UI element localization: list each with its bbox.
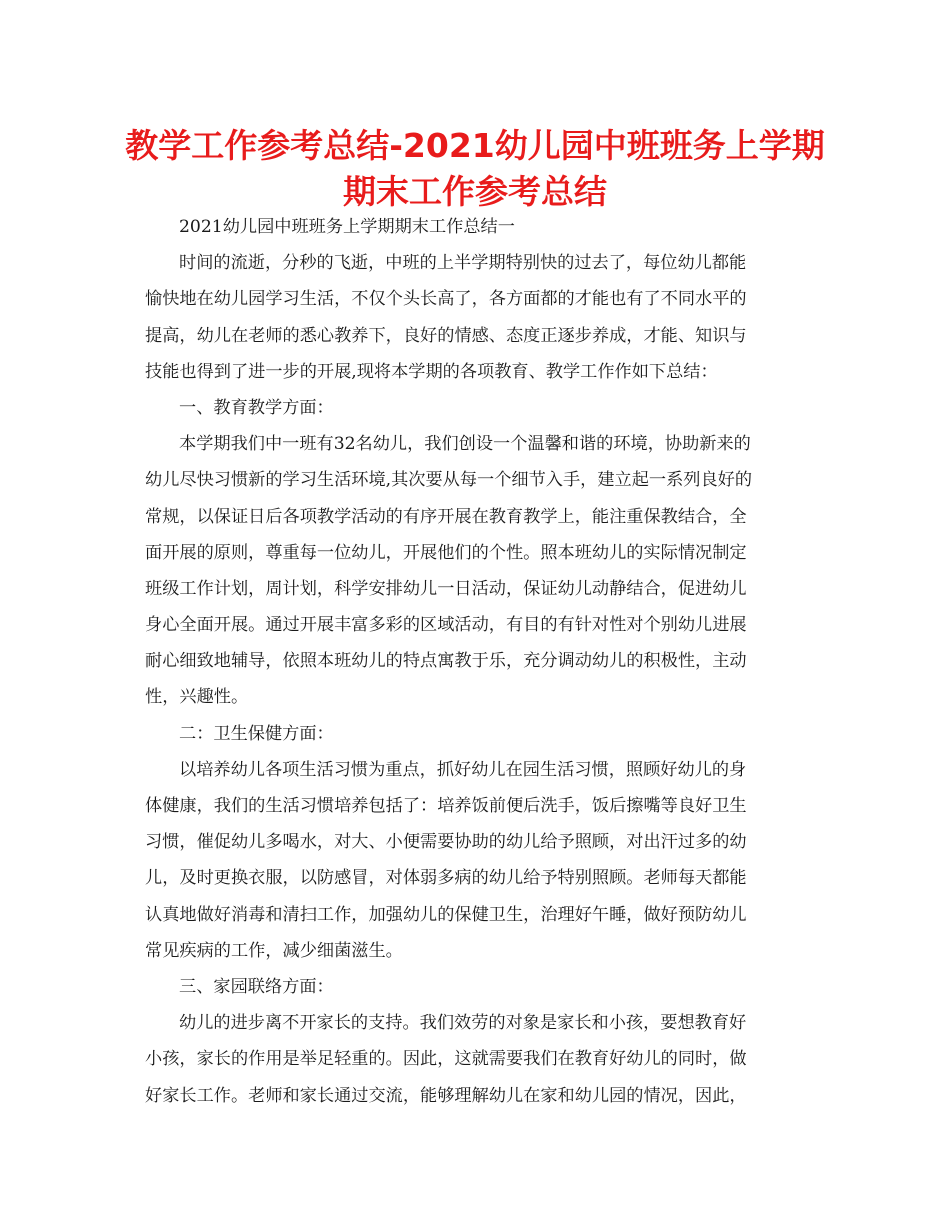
document-title-line-2: 期末工作参考总结 <box>343 172 607 211</box>
text-line: 耐心细致地辅导，依照本班幼儿的特点寓教于乐，充分调动幼儿的积极性，主动 <box>145 651 747 672</box>
text-line: 身心全面开展。通过开展丰富多彩的区域活动，有目的有针对性对个别幼儿进展 <box>145 615 747 636</box>
text-line: 认真地做好消毒和清扫工作，加强幼儿的保健卫生，治理好午睡，做好预防幼儿 <box>145 904 747 925</box>
text-line: 二：卫生保健方面： <box>179 723 334 744</box>
text-line: 以培养幼儿各项生活习惯为重点，抓好幼儿在园生活习惯，照顾好幼儿的身 <box>179 759 747 780</box>
text-line: 常规，以保证日后各项教学活动的有序开展在教育教学上，能注重保教结合，全 <box>145 506 747 527</box>
text-line: 儿，及时更换衣服，以防感冒，对体弱多病的幼儿给予特别照顾。老师每天都能 <box>145 868 747 889</box>
text-line: 面开展的原则，尊重每一位幼儿，开展他们的个性。照本班幼儿的实际情况制定 <box>145 542 747 563</box>
text-line: 小孩，家长的作用是举足轻重的。因此，这就需要我们在教育好幼儿的同时，做 <box>145 1049 747 1070</box>
text-line: 班级工作计划，周计划，科学安排幼儿一日活动，保证幼儿动静结合，促进幼儿 <box>145 578 747 599</box>
text-line: 愉快地在幼儿园学习生活，不仅个头长高了，各方面都的才能也有了不同水平的 <box>145 289 747 310</box>
text-line: 常见疾病的工作，减少细菌滋生。 <box>145 940 403 961</box>
text-line: 提高，幼儿在老师的悉心教养下，良好的情感、态度正逐步养成，才能、知识与 <box>145 325 747 346</box>
text-line: 习惯，催促幼儿多喝水，对大、小便需要协助的幼儿给予照顾，对出汗过多的幼 <box>145 832 747 853</box>
text-line: 幼儿尽快习惯新的学习生活环境,其次要从每一个细节入手，建立起一系列良好的 <box>145 470 753 491</box>
text-line: 体健康，我们的生活习惯培养包括了：培养饭前便后洗手，饭后擦嘴等良好卫生 <box>145 796 747 816</box>
text-line: 一、教育教学方面： <box>179 397 334 418</box>
text-line: 技能也得到了进一步的开展,现将本学期的各项教育、教学工作作如下总结： <box>145 361 718 382</box>
text-line: 性，兴趣性。 <box>145 687 249 708</box>
text-line: 2021幼儿园中班班务上学期期末工作总结一 <box>179 217 515 237</box>
text-line: 三、家园联络方面： <box>179 976 334 997</box>
text-line: 本学期我们中一班有32名幼儿，我们创设一个温馨和谐的环境，协助新来的 <box>179 434 751 455</box>
document-body <box>145 209 805 1114</box>
text-line: 好家长工作。老师和家长通过交流，能够理解幼儿在家和幼儿园的情况，因此， <box>145 1085 747 1106</box>
text-line: 幼儿的进步离不开家长的支持。我们效劳的对象是家长和小孩，要想教育好 <box>179 1013 747 1034</box>
document-title-line-1: 教学工作参考总结-2021幼儿园中班班务上学期 <box>125 126 825 165</box>
text-line: 时间的流逝，分秒的飞逝，中班的上半学期特别快的过去了，每位幼儿都能 <box>179 253 747 274</box>
